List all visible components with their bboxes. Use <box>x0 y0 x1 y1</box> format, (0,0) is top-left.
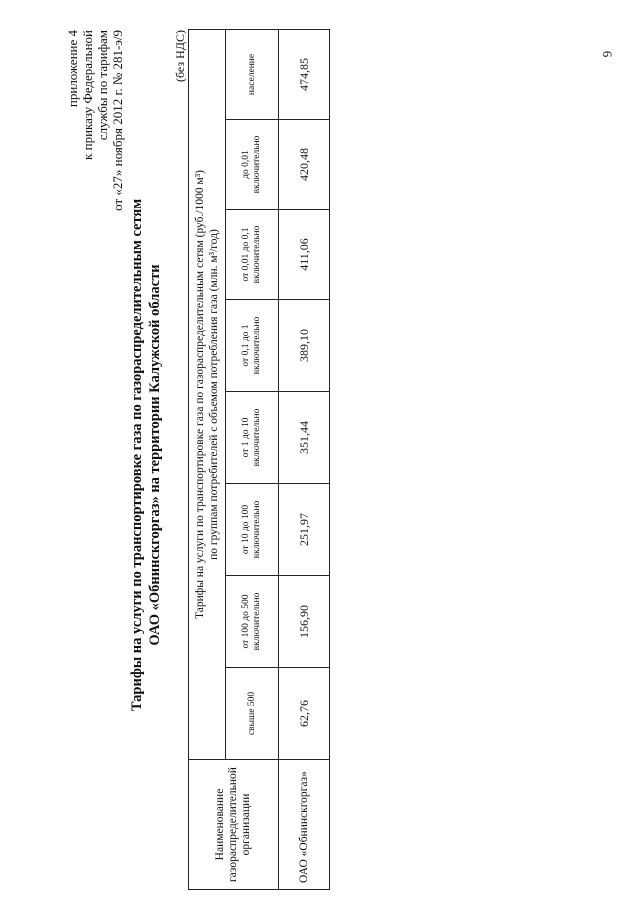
tariff-value-cell: 389,10 <box>279 300 330 392</box>
document-sheet <box>25 15 355 895</box>
title-line: Тарифы на услуги по транспортировке газа по газораспределительным сетям <box>129 198 145 712</box>
column-header: от 1 до 10 включительно <box>226 392 279 484</box>
tariff-table <box>188 29 330 890</box>
group-header-line: Тарифы на услуги по транспортировке газа по газораспределительным сетям (руб./1000 м³) <box>194 170 206 619</box>
unit-note: (без НДС) <box>173 30 187 83</box>
title-line: ОАО «Обнинскгоргаз» на территории Калужской области <box>147 264 163 646</box>
tariff-value-cell: 62,76 <box>279 668 330 760</box>
appendix-line: службы по тарифам <box>95 30 110 141</box>
tariff-value-cell: 251,97 <box>279 484 330 576</box>
column-header: от 0,01 до 0,1 включительно <box>226 210 279 300</box>
document-title <box>128 15 164 895</box>
column-header: от 0,1 до 1 включительно <box>226 300 279 392</box>
org-column-header: Наименование газораспределительной организации <box>189 760 279 890</box>
tariff-value-cell: 156,90 <box>279 576 330 668</box>
org-name-cell: ОАО «Обнинскгоргаз» <box>279 760 330 890</box>
header-row <box>189 30 226 890</box>
group-header-line: по группам потребителей с объемом потребления газа (млн. м³/год) <box>208 229 220 560</box>
column-header: население <box>226 30 279 120</box>
column-header: свыше 500 <box>226 668 279 760</box>
column-header: до 0,01 включительно <box>226 120 279 210</box>
tariff-value-cell: 411,06 <box>279 210 330 300</box>
tariff-group-header <box>189 30 226 760</box>
appendix-reference <box>65 30 125 300</box>
appendix-line: к приказу Федеральной <box>80 30 95 160</box>
tariff-value-cell: 474,85 <box>279 30 330 120</box>
appendix-line: приложение 4 <box>65 30 80 108</box>
column-header: от 100 до 500 включительно <box>226 576 279 668</box>
tariff-value-cell: 351,44 <box>279 392 330 484</box>
page-number: 6 <box>600 50 615 58</box>
tariff-value-cell: 420,48 <box>279 120 330 210</box>
appendix-line: от «27» ноября 2012 г. № 281-э/9 <box>110 30 125 211</box>
column-header: от 10 до 100 включительно <box>226 484 279 576</box>
table-row <box>279 30 330 890</box>
